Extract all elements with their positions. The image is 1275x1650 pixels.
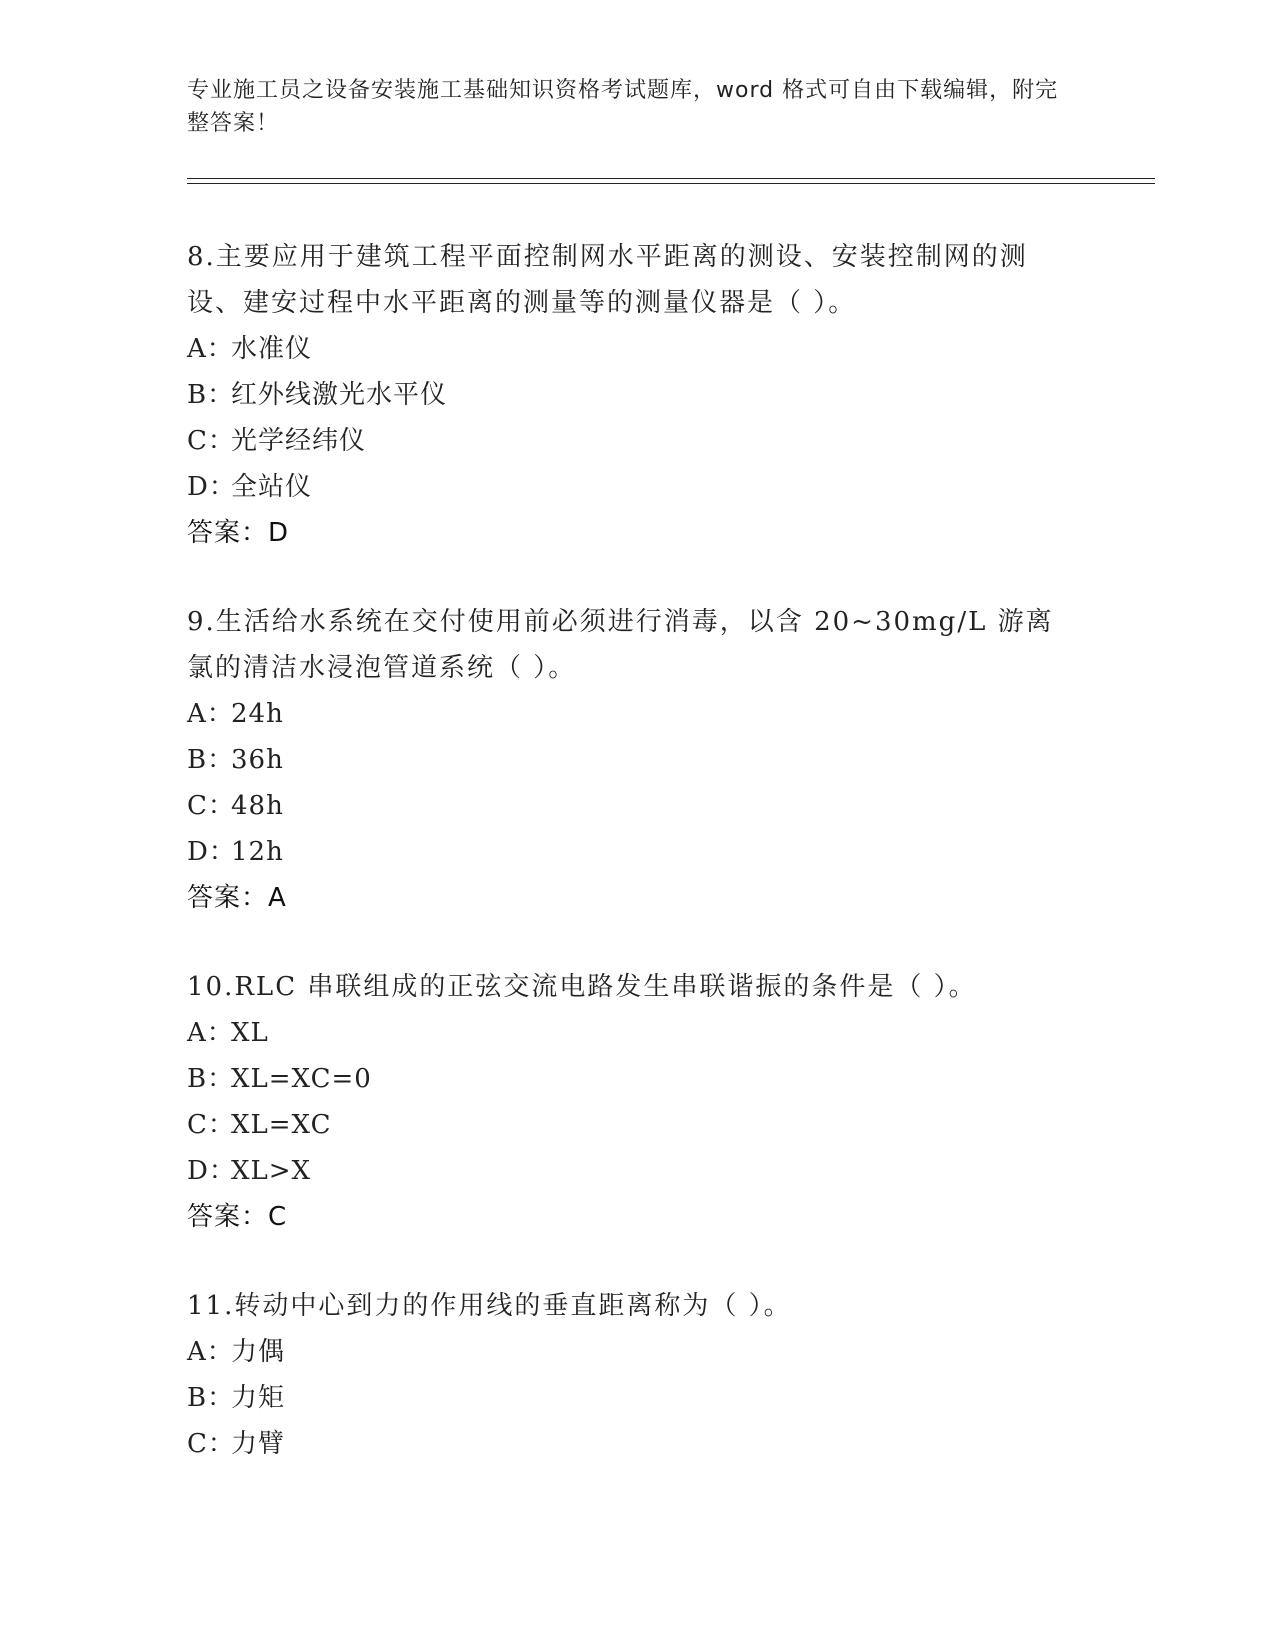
option-key: C： xyxy=(187,1110,235,1140)
option-key: C： xyxy=(187,1429,235,1459)
question-stem: 8.主要应用于建筑工程平面控制网水平距离的测设、安装控制网的测设、建安过程中水平距离的测量等的测量仪器是（ ）。 xyxy=(187,242,1028,318)
option-key: C： xyxy=(187,426,235,456)
option-text: 光学经纬仪 xyxy=(231,426,367,456)
option-a xyxy=(187,1329,1067,1375)
option-key: B： xyxy=(187,380,235,410)
option-d xyxy=(187,829,1067,875)
document-header: 专业施工员之设备安装施工基础知识资格考试题库，word 格式可自由下载编辑，附完整答案！ xyxy=(187,78,1059,136)
option-d xyxy=(187,464,1067,510)
option-text: XL=XC xyxy=(231,1110,332,1140)
option-d xyxy=(187,1148,1067,1194)
option-key: C： xyxy=(187,791,235,821)
option-key: B： xyxy=(187,745,235,775)
answer-label: 答案：A xyxy=(187,883,287,913)
header-divider-top xyxy=(187,178,1155,179)
option-text: 力臂 xyxy=(231,1429,286,1459)
option-key: B： xyxy=(187,1383,235,1413)
option-key: A： xyxy=(187,1018,234,1048)
option-b xyxy=(187,372,1067,418)
option-b xyxy=(187,737,1067,783)
option-text: 水准仪 xyxy=(231,334,313,364)
option-text: XL xyxy=(231,1018,269,1048)
option-text: 36h xyxy=(231,745,284,775)
option-a xyxy=(187,326,1067,372)
option-text: 12h xyxy=(231,837,284,867)
question-stem: 9.生活给水系统在交付使用前必须进行消毒，以含 20~30mg/L 游离氯的清洁水浸泡管道系统（ ）。 xyxy=(187,607,1054,683)
option-c xyxy=(187,1421,1067,1467)
question-8 xyxy=(187,234,1067,556)
option-text: 24h xyxy=(231,699,284,729)
option-text: 力矩 xyxy=(231,1383,286,1413)
option-key: D： xyxy=(187,837,236,867)
header-divider-bottom xyxy=(187,183,1155,184)
option-key: A： xyxy=(187,334,234,364)
option-key: A： xyxy=(187,699,234,729)
option-text: XL>X xyxy=(231,1156,312,1186)
option-text: 红外线激光水平仪 xyxy=(231,380,448,410)
question-11 xyxy=(187,1283,1067,1467)
option-key: D： xyxy=(187,1156,236,1186)
option-c xyxy=(187,783,1067,829)
option-text: 全站仪 xyxy=(231,472,313,502)
option-key: D： xyxy=(187,472,236,502)
option-text: 48h xyxy=(231,791,284,821)
option-key: A： xyxy=(187,1337,234,1367)
option-text: XL=XC=0 xyxy=(231,1064,372,1094)
question-stem: 10.RLC 串联组成的正弦交流电路发生串联谐振的条件是（ ）。 xyxy=(187,972,977,1002)
option-text: 力偶 xyxy=(231,1337,286,1367)
question-stem: 11.转动中心到力的作用线的垂直距离称为（ ）。 xyxy=(187,1291,792,1321)
option-c xyxy=(187,418,1067,464)
option-b xyxy=(187,1056,1067,1102)
answer-label: 答案：C xyxy=(187,1202,288,1232)
question-10 xyxy=(187,964,1067,1240)
option-a xyxy=(187,691,1067,737)
option-b xyxy=(187,1375,1067,1421)
option-c xyxy=(187,1102,1067,1148)
answer-label: 答案：D xyxy=(187,518,290,548)
question-9 xyxy=(187,599,1067,921)
option-a xyxy=(187,1010,1067,1056)
option-key: B： xyxy=(187,1064,235,1094)
